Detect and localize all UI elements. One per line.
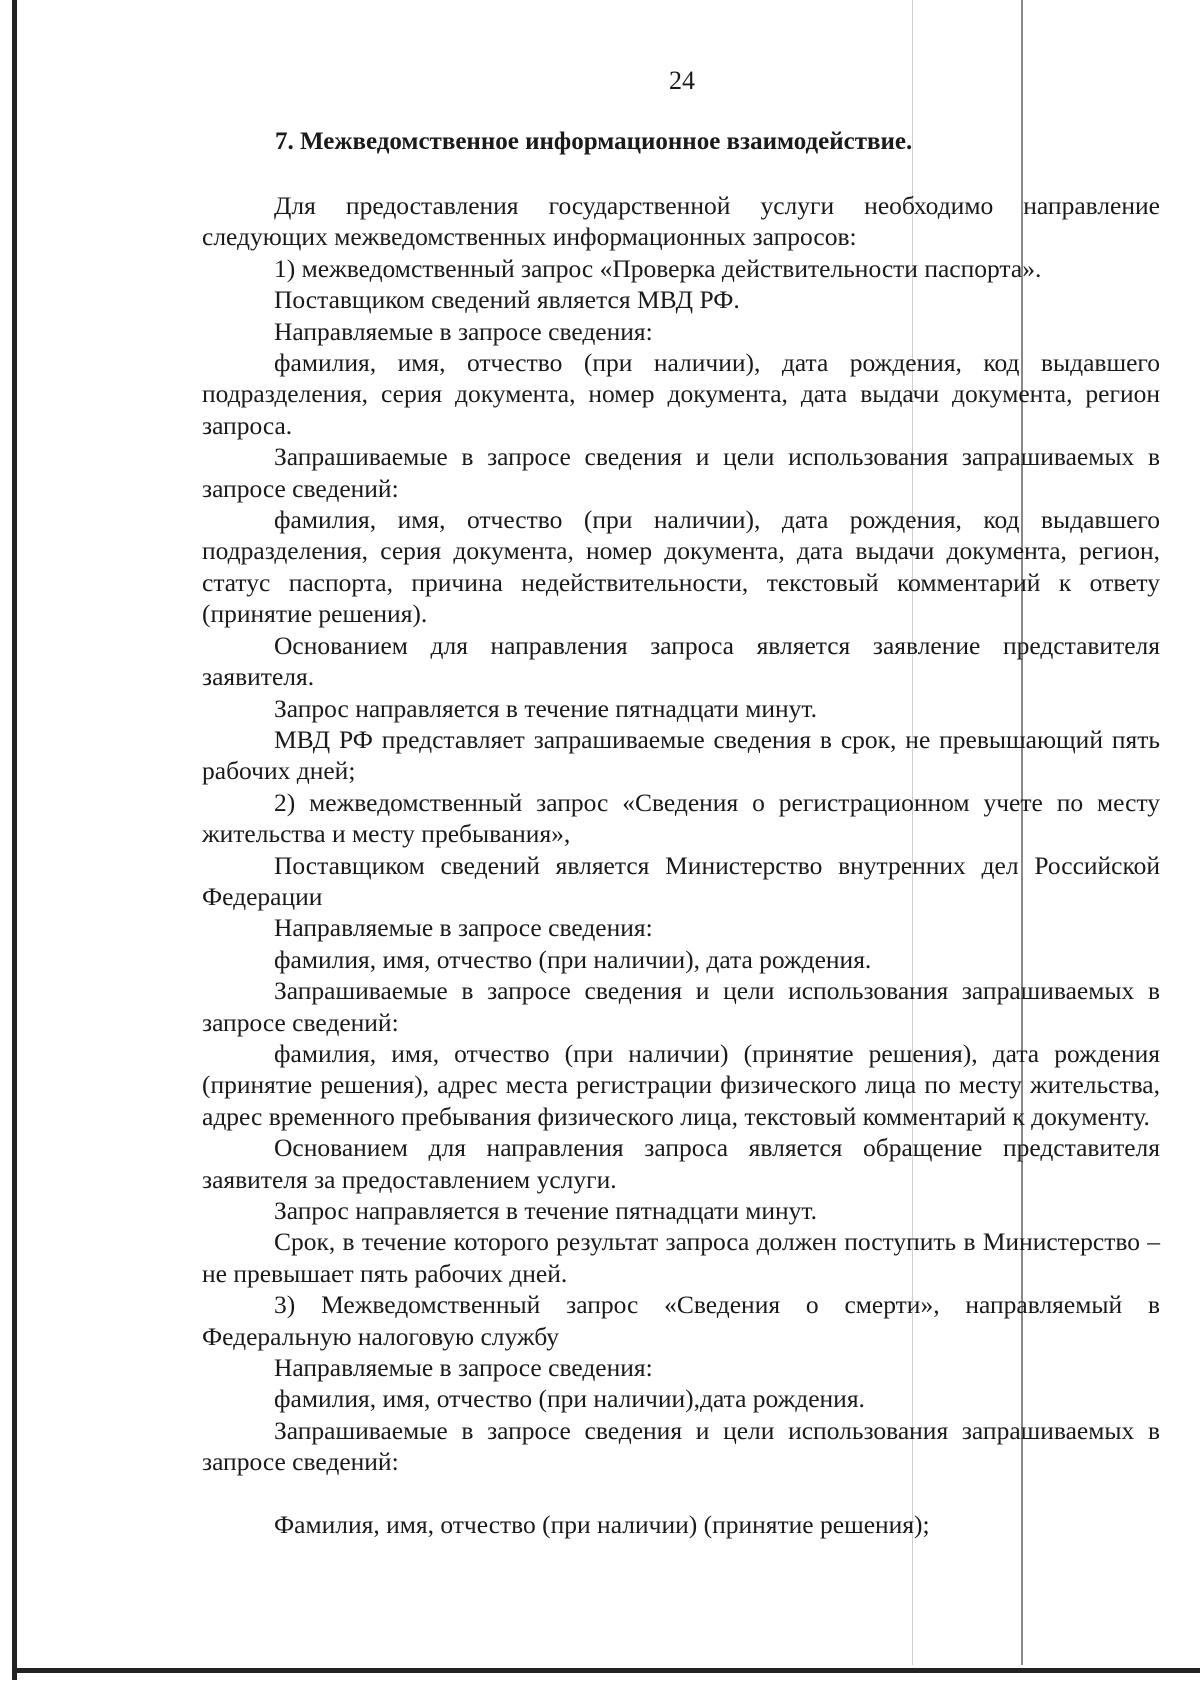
paragraph: фамилия, имя, отчество (при наличии), дата рождения, код выдавшего подразделения, серия документа, номер документа, дата выдачи документа, регион, статус паспорта, причина недействительности, текстовый комментарий к ответу (принятие решения).	[202, 505, 1160, 629]
paragraph: Основанием для направления запроса является обращение представителя заявителя за предоставлением услуги.	[202, 1133, 1160, 1194]
paragraph: Запрашиваемые в запросе сведения и цели использования запрашиваемых в запросе сведений:	[202, 976, 1160, 1037]
paragraph: Направляемые в запросе сведения:	[274, 1353, 653, 1383]
paragraph: фамилия, имя, отчество (при наличии), дата рождения, код выдавшего подразделения, серия документа, номер документа, дата выдачи документа, регион запроса.	[202, 348, 1160, 440]
paragraph: Срок, в течение которого результат запроса должен поступить в Министерство – не превышает пять рабочих дней.	[202, 1227, 1160, 1288]
document-body	[202, 190, 1160, 1540]
paragraph: Основанием для направления запроса является заявление представителя заявителя.	[202, 630, 1160, 692]
paragraph: Запрашиваемые в запросе сведения и цели использования запрашиваемых в запросе сведений:	[202, 442, 1160, 503]
paragraph: Фамилия, имя, отчество (при наличии) (принятие решения);	[274, 1509, 930, 1539]
paragraph: Направляемые в запросе сведения:	[274, 913, 653, 943]
paragraph: фамилия, имя, отчество (при наличии), дата рождения.	[274, 944, 872, 974]
paragraph: Запрос направляется в течение пятнадцати минут.	[274, 1196, 818, 1225]
scan-border-bottom	[12, 1668, 1200, 1673]
paragraph: МВД РФ представляет запрашиваемые сведения в срок, не превышающий пять рабочих дней;	[202, 724, 1160, 786]
scan-border-left	[12, 0, 17, 1680]
paragraph: Направляемые в запросе сведения:	[274, 316, 653, 346]
paragraph: 1) межведомственный запрос «Проверка действительности паспорта».	[274, 253, 1042, 283]
paragraph: фамилия, имя, отчество (при наличии),дата рождения.	[274, 1384, 865, 1414]
paragraph: Запрос направляется в течение пятнадцати минут.	[274, 693, 818, 723]
section-title: 7. Межведомственное информационное взаимодействие.	[275, 128, 913, 155]
paragraph: фамилия, имя, отчество (при наличии) (принятие решения), дата рождения (принятие решения), адрес места регистрации физического лица по месту жительства, адрес временного пребывания физического лица, текстовый комментарий к документу.	[202, 1038, 1160, 1131]
paragraph: 3) Межведомственный запрос «Сведения о смерти», направляемый в Федеральную налоговую службу	[202, 1290, 1160, 1351]
paragraph: 2) межведомственный запрос «Сведения о регистрационном учете по месту жительства и месту пребывания»,	[202, 787, 1160, 849]
paragraph: Для предоставления государственной услуги необходимо направление следующих межведомственных информационных запросов:	[202, 191, 1160, 252]
page-number: 24	[669, 66, 695, 95]
paragraph: Поставщиком сведений является Министерство внутренних дел Российской Федерации	[202, 850, 1160, 911]
paragraph: Запрашиваемые в запросе сведения и цели использования запрашиваемых в запросе сведений:	[202, 1415, 1160, 1477]
paragraph: Поставщиком сведений является МВД РФ.	[274, 285, 740, 315]
